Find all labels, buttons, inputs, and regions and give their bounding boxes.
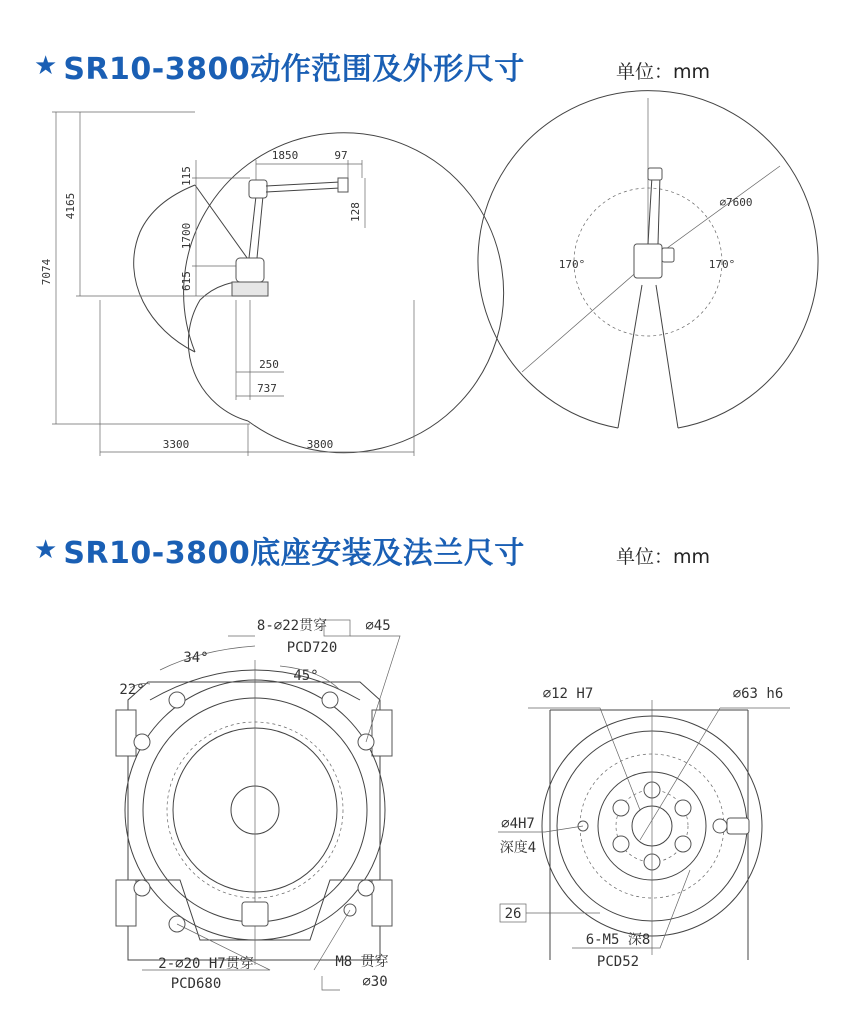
base-connector <box>242 902 268 926</box>
angle-left: 170° <box>558 258 586 271</box>
angle-22: 22° <box>119 682 145 698</box>
flange-diagram <box>498 686 790 970</box>
dim-737: 737 <box>257 382 277 395</box>
flange-dim-4h7: ∅4H7 <box>501 816 535 832</box>
m8-label: M8 贯穿 <box>335 954 389 970</box>
dim-diameter-7600: ∅7600 <box>719 196 753 209</box>
pin-label: 2-∅20 H7贯穿 <box>158 956 254 972</box>
flange-depth-4: 深度4 <box>499 840 537 856</box>
section2-unit: 单位：mm <box>616 546 711 568</box>
thread-label: 6-M5 深8 <box>585 932 651 948</box>
dim-128: 128 <box>349 202 362 222</box>
dim-1850: 1850 <box>271 149 299 162</box>
flange-dim-63: ∅63 h6 <box>732 686 784 702</box>
dim-4165: 4165 <box>64 192 77 220</box>
flange-dim-12: ∅12 H7 <box>542 686 594 702</box>
star-icon: ★ <box>34 51 58 81</box>
section1-title: ★ SR10-3800动作范围及外形尺寸 <box>34 51 525 87</box>
angle-right: 170° <box>708 258 736 271</box>
star-icon: ★ <box>34 535 58 565</box>
dim-1700: 1700 <box>180 222 193 250</box>
wrist <box>338 178 348 192</box>
robot-base <box>232 282 268 296</box>
top-view-diagram <box>478 91 818 428</box>
base-diagram <box>116 617 400 992</box>
dim-7074: 7074 <box>40 258 53 286</box>
thread-pcd: PCD52 <box>596 954 640 970</box>
lower-arm-line-2 <box>257 196 263 258</box>
dim-250: 250 <box>259 358 279 371</box>
upper-arm-line-2 <box>266 188 340 192</box>
inner-range-line <box>195 185 250 262</box>
lower-arm-line <box>249 196 256 258</box>
dim-97: 97 <box>334 149 348 162</box>
angle-45: 45° <box>293 668 319 684</box>
base-counterbore: ∅45 <box>365 618 391 634</box>
angle-34: 34° <box>183 650 209 666</box>
top-robot-body <box>634 244 662 278</box>
elbow-joint <box>249 180 267 198</box>
base-holes-label: 8-∅22贯穿 <box>256 618 328 634</box>
section2-title: ★ SR10-3800底座安装及法兰尺寸 <box>34 535 525 571</box>
flange-dim-26: 26 <box>504 906 522 922</box>
dim-3300: 3300 <box>162 438 190 451</box>
robot-turret <box>236 258 264 282</box>
section1-unit: 单位：mm <box>616 61 711 83</box>
lower-range-arc <box>188 282 250 421</box>
dim-3800: 3800 <box>306 438 334 451</box>
pin-pcd: PCD680 <box>170 976 222 992</box>
base-pcd: PCD720 <box>286 640 338 656</box>
dim-615: 615 <box>180 271 193 291</box>
side-view-diagram <box>40 112 504 456</box>
dim-115: 115 <box>180 166 193 186</box>
upper-arm-line <box>266 182 340 186</box>
m8-counter: ∅30 <box>362 974 388 990</box>
